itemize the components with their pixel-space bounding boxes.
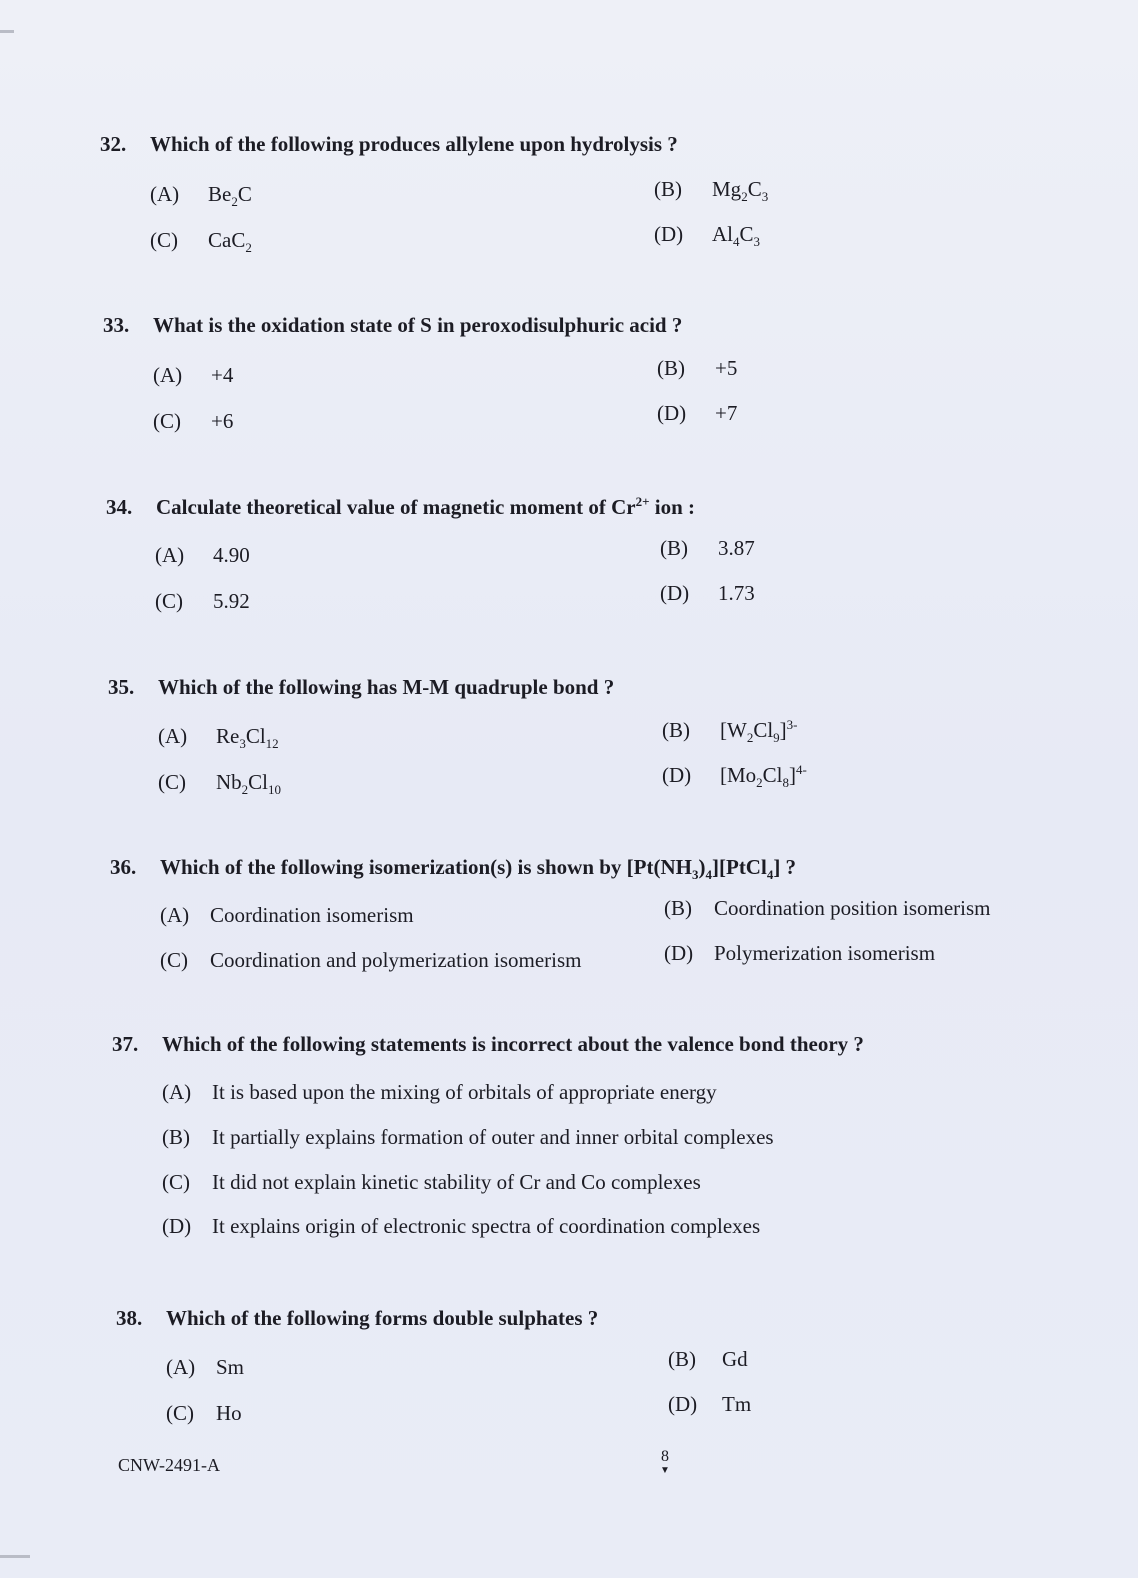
option-letter: (B) [654,177,682,201]
subscript: 2 [756,775,763,791]
option-text-tail: ] [779,718,787,742]
option-letter: (D) [657,401,687,425]
option-text-tail: Cl [762,763,783,787]
option-letter: (B) [664,896,692,920]
option-b [662,717,798,746]
option-d [668,1392,751,1417]
option-text: Al [712,222,733,246]
option-text: Coordination and polymerization isomerism [210,948,582,972]
superscript: 3- [786,717,798,732]
subscript: 3 [761,189,769,205]
subscript: 12 [265,736,279,752]
subscript: 9 [773,730,780,746]
option-letter: (C) [166,1401,194,1425]
option-text: [Mo [720,763,757,787]
option-a [162,1080,717,1105]
subscript: 3 [753,234,761,250]
option-letter: (B) [668,1347,696,1371]
subscript: 8 [782,775,790,791]
option-letter: (B) [660,536,688,560]
option-letter: (C) [158,770,186,794]
option-text: 4.90 [213,543,250,567]
question-text [106,494,695,520]
option-b [668,1347,748,1372]
option-c [150,228,252,256]
option-c [162,1170,701,1195]
option-text: Polymerization isomerism [714,941,936,965]
option-b [664,896,991,921]
option-letter: (B) [662,718,690,742]
option-text-tail: Cl [248,770,269,794]
option-letter: (D) [162,1214,192,1238]
option-letter: (D) [662,763,692,787]
option-text: Sm [216,1355,245,1379]
question-stem-part: ) [698,855,706,879]
option-text: +7 [715,401,738,425]
superscript: 4- [796,762,807,777]
option-text: Tm [722,1392,752,1416]
superscript: 2+ [635,494,650,509]
option-text: Coordination position isomerism [714,896,991,920]
option-text: It is based upon the mixing of orbitals of appropriate energy [212,1080,717,1104]
option-d [162,1214,760,1239]
option-d [657,401,737,426]
option-b [162,1125,774,1150]
option-c [160,948,582,973]
question-stem: Calculate theoretical value of magnetic moment of Cr [156,495,636,519]
option-d [654,222,760,250]
option-letter: (A) [153,363,183,387]
option-text: 1.73 [718,581,755,605]
option-text: Coordination isomerism [210,903,414,927]
option-a [160,903,414,928]
option-text: +5 [715,356,738,380]
subscript: 4 [705,867,712,883]
option-b [654,177,768,205]
option-letter: (D) [660,581,690,605]
subscript: 4 [733,234,740,250]
option-a [155,543,250,568]
option-letter: (C) [150,228,178,252]
option-text: It explains origin of electronic spectra of coordination complexes [212,1214,761,1238]
option-c [155,589,250,614]
down-arrow-icon: ▼ [660,1465,670,1476]
option-d [660,581,755,606]
question-stem-part: ][PtCl [712,855,767,879]
option-text: +6 [211,409,234,433]
question-number: 37. [112,1032,139,1056]
option-text: It partially explains formation of outer and inner orbital complexes [212,1125,774,1149]
option-letter: (B) [162,1125,190,1149]
option-text: Nb [216,770,242,794]
option-text: 5.92 [213,589,250,613]
option-text: +4 [211,363,234,387]
question-number: 34. [106,495,133,519]
option-text: It did not explain kinetic stability of Cr and Co complexes [212,1170,701,1194]
option-d [662,762,807,791]
subscript: 10 [268,782,282,798]
option-text: Mg [712,177,742,201]
subscript: 2 [741,189,748,205]
option-a [153,363,233,388]
option-letter: (A) [160,903,190,927]
question-stem: Which of the following statements is incorrect about the valence bond theory ? [162,1032,864,1056]
question-stem: Which of the following isomerization(s) is shown by [Pt(NH [160,855,692,879]
question-stem: Which of the following produces allylene upon hydrolysis ? [150,132,678,156]
question-text [108,675,614,700]
subscript: 2 [746,730,754,746]
question-stem-tail: ] ? [773,855,797,879]
option-text: Be [208,182,232,206]
question-stem: Which of the following has M-M quadruple bond ? [158,675,615,699]
option-text: CaC [208,228,246,252]
page-number-text: 8 [660,1448,669,1465]
question-text [116,1306,598,1331]
option-letter: (A) [166,1355,196,1379]
option-c [166,1401,242,1426]
page-number [660,1448,670,1476]
question-number: 35. [108,675,135,699]
question-text [103,313,682,338]
option-letter: (B) [657,356,685,380]
question-number: 33. [103,313,130,337]
option-d [664,941,935,966]
question-text [100,132,678,157]
option-letter: (A) [162,1080,192,1104]
option-text-tail: Cl [245,724,266,748]
option-text-tail: Cl [753,718,774,742]
option-b [660,536,755,561]
scan-edge-mark [0,1555,30,1558]
option-text: Ho [216,1401,242,1425]
option-letter: (C) [162,1170,190,1194]
question-number: 38. [116,1306,143,1330]
option-text: 3.87 [718,536,755,560]
option-text-tail: C [237,182,252,206]
subscript: 3 [239,736,246,752]
option-letter: (D) [654,222,684,246]
option-text-tail: C [747,177,762,201]
option-b [657,356,737,381]
subscript: 2 [245,240,252,256]
option-text: Re [216,724,240,748]
question-text [110,855,796,883]
option-letter: (C) [155,589,183,613]
option-letter: (A) [155,543,185,567]
option-letter: (D) [668,1392,698,1416]
option-c [158,770,281,798]
option-letter: (C) [153,409,181,433]
subscript: 2 [241,782,249,798]
option-letter: (A) [150,182,180,206]
option-text-tail: C [739,222,754,246]
option-text-tail: ] [789,763,797,787]
scan-edge-mark [0,30,14,33]
option-letter: (C) [160,948,188,972]
option-a [150,182,252,210]
option-text: [W [720,718,747,742]
paper-code: CNW-2491-A [118,1455,220,1475]
question-number: 36. [110,855,137,879]
subscript: 3 [692,867,699,883]
option-letter: (A) [158,724,188,748]
option-a [166,1355,244,1380]
option-c [153,409,233,434]
subscript: 4 [766,867,774,883]
question-text [112,1032,864,1057]
question-number: 32. [100,132,127,156]
question-stem-tail: ion : [649,495,696,519]
option-letter: (D) [664,941,694,965]
question-stem: Which of the following forms double sulphates ? [166,1306,599,1330]
option-a [158,724,279,752]
option-text: Gd [722,1347,748,1371]
question-stem: What is the oxidation state of S in peroxodisulphuric acid ? [153,313,683,337]
subscript: 2 [231,194,238,210]
